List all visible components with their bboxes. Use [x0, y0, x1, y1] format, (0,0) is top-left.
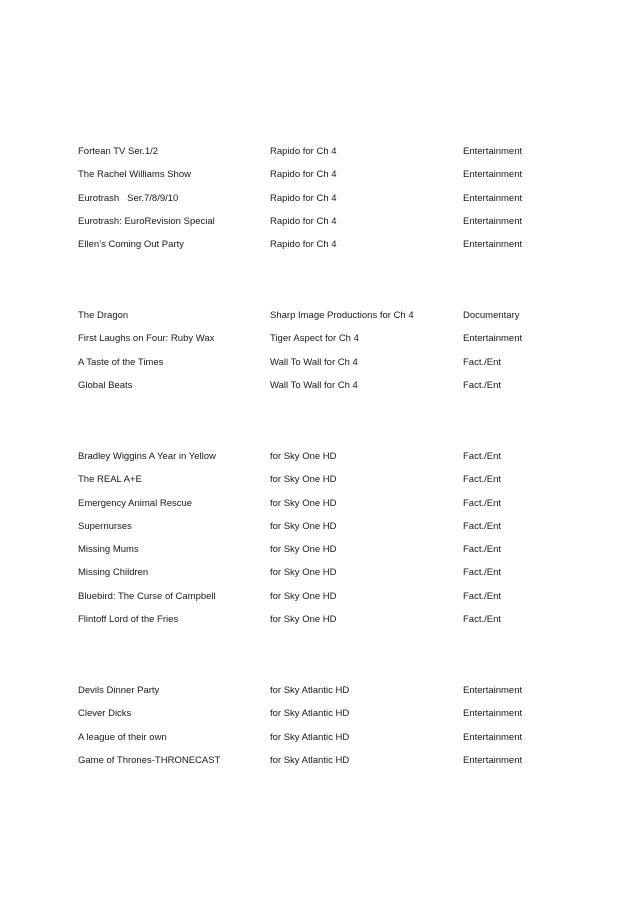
programme-title: Ellen’s Coming Out Party: [78, 239, 184, 251]
genre: Entertainment: [463, 708, 523, 720]
credits-group-channel4-rapido: [78, 145, 558, 261]
genre: Fact./Ent: [463, 379, 502, 391]
genre: Entertainment: [463, 192, 523, 204]
production-company: for Sky One HD: [270, 590, 337, 602]
credit-row: [78, 590, 558, 613]
genre: Documentary: [463, 310, 520, 321]
credits-group-channel4-other: [78, 309, 558, 402]
credit-row: [78, 520, 558, 543]
programme-title: Devils Dinner Party: [78, 685, 160, 696]
credit-row: [78, 332, 558, 355]
genre: Fact./Ent: [463, 356, 502, 368]
credit-row: [78, 215, 558, 238]
credit-row: [78, 684, 558, 707]
production-company: for Sky One HD: [270, 520, 337, 532]
production-company: for Sky One HD: [270, 451, 337, 462]
production-company: Rapido for Ch 4: [270, 239, 337, 251]
programme-title: Missing Children: [78, 567, 149, 579]
programme-title: Clever Dicks: [78, 708, 132, 720]
programme-title: Global Beats: [78, 379, 133, 391]
credit-row: [78, 497, 558, 520]
production-company: Sharp Image Productions for Ch 4: [270, 310, 414, 321]
genre: Entertainment: [463, 146, 523, 157]
genre: Fact./Ent: [463, 544, 502, 556]
genre: Fact./Ent: [463, 451, 502, 462]
genre: Entertainment: [463, 169, 523, 181]
programme-title: Eurotrash: EuroRevision Special: [78, 215, 215, 227]
programme-title: A Taste of the Times: [78, 356, 164, 368]
credit-row: [78, 707, 558, 730]
genre: Fact./Ent: [463, 497, 502, 509]
production-company: Wall To Wall for Ch 4: [270, 356, 358, 368]
genre: Entertainment: [463, 239, 523, 251]
credits-group-sky-one: [78, 450, 558, 636]
programme-title: A league of their own: [78, 731, 167, 743]
production-company: for Sky One HD: [270, 474, 337, 486]
programme-title: Game of Thrones-THRONECAST: [78, 754, 221, 766]
genre: Fact./Ent: [463, 614, 502, 626]
programme-title: Emergency Animal Rescue: [78, 497, 193, 509]
production-company: Rapido for Ch 4: [270, 169, 337, 181]
genre: Fact./Ent: [463, 590, 502, 602]
genre: Fact./Ent: [463, 520, 502, 532]
production-company: for Sky One HD: [270, 567, 337, 579]
genre: Entertainment: [463, 215, 523, 227]
credit-row: [78, 731, 558, 754]
production-company: for Sky Atlantic HD: [270, 731, 350, 743]
programme-title: Missing Mums: [78, 544, 139, 556]
credit-row: [78, 379, 558, 402]
credit-row: [78, 473, 558, 496]
credit-row: [78, 309, 558, 332]
credit-row: [78, 566, 558, 589]
production-company: for Sky Atlantic HD: [270, 754, 350, 766]
programme-title: The Dragon: [78, 310, 129, 321]
credit-row: [78, 754, 558, 777]
genre: Entertainment: [463, 754, 523, 766]
credit-row: [78, 450, 558, 473]
production-company: for Sky One HD: [270, 497, 337, 509]
programme-title: Supernurses: [78, 520, 132, 532]
production-company: for Sky Atlantic HD: [270, 685, 350, 696]
production-company: Rapido for Ch 4: [270, 192, 337, 204]
genre: Fact./Ent: [463, 474, 502, 486]
programme-title: First Laughs on Four: Ruby Wax: [78, 333, 215, 345]
credit-row: [78, 192, 558, 215]
programme-title: Bradley Wiggins A Year in Yellow: [78, 451, 216, 462]
programme-title: The Rachel Williams Show: [78, 169, 191, 181]
production-company: for Sky One HD: [270, 544, 337, 556]
programme-title: Fortean TV Ser.1/2: [78, 146, 159, 157]
production-company: Tiger Aspect for Ch 4: [270, 333, 359, 345]
genre: Entertainment: [463, 333, 523, 345]
programme-title: Bluebird: The Curse of Campbell: [78, 590, 216, 602]
credit-row: [78, 613, 558, 636]
production-company: Rapido for Ch 4: [270, 215, 337, 227]
production-company: for Sky One HD: [270, 614, 337, 626]
production-company: Rapido for Ch 4: [270, 146, 337, 157]
genre: Entertainment: [463, 685, 523, 696]
credit-row: [78, 238, 558, 261]
programme-title: Eurotrash Ser.7/8/9/10: [78, 192, 179, 204]
credit-row: [78, 356, 558, 379]
credits-group-sky-atlantic: [78, 684, 558, 777]
credit-row: [78, 543, 558, 566]
credit-row: [78, 145, 558, 168]
genre: Entertainment: [463, 731, 523, 743]
programme-title: The REAL A+E: [78, 474, 142, 486]
production-company: for Sky Atlantic HD: [270, 708, 350, 720]
credit-row: [78, 168, 558, 191]
production-company: Wall To Wall for Ch 4: [270, 379, 358, 391]
programme-title: Flintoff Lord of the Fries: [78, 614, 179, 626]
genre: Fact./Ent: [463, 567, 502, 579]
